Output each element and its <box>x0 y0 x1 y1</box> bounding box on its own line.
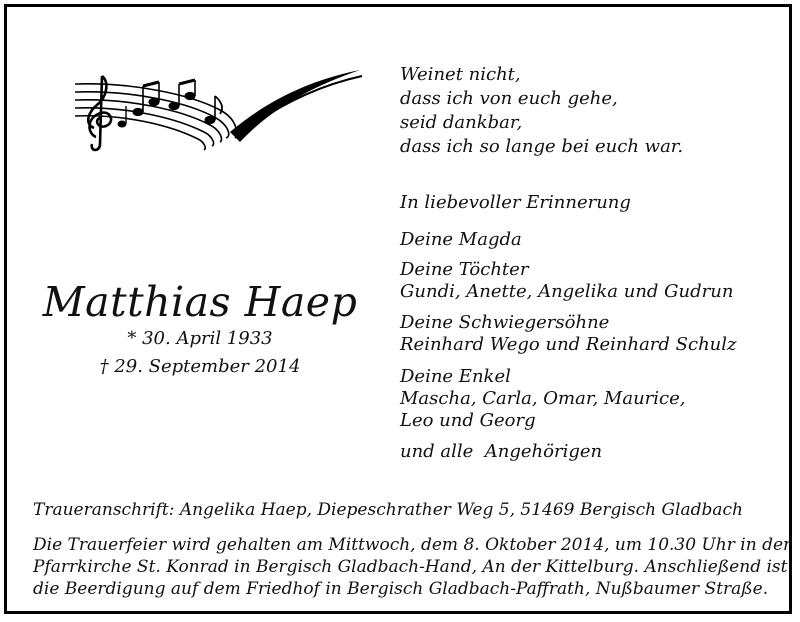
mourner-sons-in-law-names: Reinhard Wego und Reinhard Schulz <box>400 334 737 355</box>
funeral-details-line: Pfarrkirche St. Konrad in Bergisch Gladbach-Hand, An der Kittelburg. Anschließend ist <box>33 557 788 577</box>
funeral-details-line: Die Trauerfeier wird gehalten am Mittwoch, dem 8. Oktober 2014, um 10.30 Uhr in der <box>33 535 792 555</box>
poem <box>400 63 683 159</box>
mourner-wife: Deine Magda <box>400 229 522 250</box>
remembrance-heading: In liebevoller Erinnerung <box>400 192 631 213</box>
funeral-details-line: die Beerdigung auf dem Friedhof in Bergisch Gladbach-Paffrath, Nußbaumer Straße. <box>33 579 769 599</box>
death-date: † 29. September 2014 <box>99 356 301 377</box>
deceased-name: Matthias Haep <box>42 278 358 326</box>
poem-line: seid dankbar, <box>400 112 523 133</box>
mourner-grandchildren-line2: Leo und Georg <box>400 410 536 431</box>
mourner-sons-in-law-label: Deine Schwiegersöhne <box>400 312 610 333</box>
poem-line: dass ich von euch gehe, <box>400 88 618 109</box>
mourner-relatives: und alle Angehörigen <box>400 441 603 462</box>
mourning-address: Traueranschrift: Angelika Haep, Diepeschrather Weg 5, 51469 Bergisch Gladbach <box>33 500 743 520</box>
poem-line: Weinet nicht, <box>400 64 521 85</box>
funeral-details <box>33 534 791 600</box>
mourner-grandchildren-line1: Mascha, Carla, Omar, Maurice, <box>400 388 686 409</box>
mourner-daughters-names: Gundi, Anette, Angelika und Gudrun <box>400 281 734 302</box>
birth-date: * 30. April 1933 <box>127 328 273 349</box>
mourner-grandchildren-label: Deine Enkel <box>400 366 511 387</box>
poem-line: dass ich so lange bei euch war. <box>400 136 684 157</box>
mourner-daughters-label: Deine Töchter <box>400 259 529 280</box>
music-notes-staff-icon <box>70 62 370 157</box>
